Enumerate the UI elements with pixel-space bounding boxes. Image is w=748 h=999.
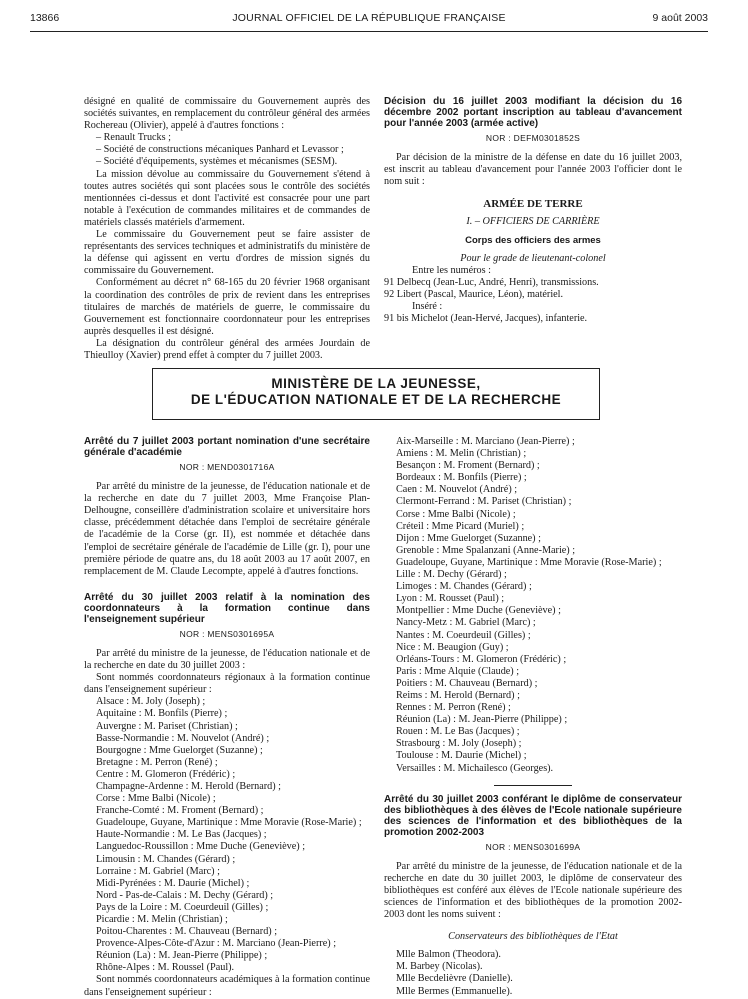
list-item: Haute-Normandie : M. Le Bas (Jacques) ; <box>96 829 267 841</box>
list-item: Nice : M. Beaugion (Guy) ; <box>396 641 509 653</box>
list-item: Strasbourg : M. Joly (Joseph) ; <box>396 738 522 750</box>
list-item: Créteil : Mme Picard (Muriel) ; <box>396 520 525 532</box>
list-item: Caen : M. Nouvelot (André) ; <box>396 484 518 496</box>
ministry-banner <box>152 368 600 420</box>
ministry-line-1: MINISTÈRE DE LA JEUNESSE, <box>271 376 481 391</box>
list-item: Mlle Balmon (Theodora). <box>396 949 501 961</box>
decree-title: Arrêté du 7 juillet 2003 portant nomination d'une secrétaire générale d'académie <box>84 436 370 458</box>
list-item: 91 Delbecq (Jean-Luc, André, Henri), transmissions. <box>384 276 599 288</box>
paragraph: La mission dévolue au commissaire du Gouvernement s'étend à toutes autres sociétés qui sont placées sous le contrôle des sociétés mentionnées ci-dessus et dont l'activité est consacrée pour une part notable à l'exécution de commandes militaires et de commandes de matériels classés matériels d'armement. <box>84 168 370 228</box>
paragraph: Sont nommés coordonnateurs académiques à la formation continue dans l'enseignement supérieur : <box>84 974 370 998</box>
list-item: Corse : Mme Balbi (Nicole) ; <box>396 508 516 520</box>
list-item: Champagne-Ardenne : M. Herold (Bernard) ; <box>96 780 282 792</box>
issue-date: 9 août 2003 <box>652 12 708 24</box>
list-item: M. Barbey (Nicolas). <box>396 961 483 973</box>
list-item: 92 Libert (Pascal, Maurice, Léon), matériel. <box>384 288 564 300</box>
bottom-left-column <box>84 436 370 999</box>
grade-heading: Pour le grade de lieutenant-colonel <box>460 252 606 264</box>
header-rule <box>30 31 708 32</box>
list-item: Limousin : M. Chandes (Gérard) ; <box>96 853 236 865</box>
list-item: Franche-Comté : M. Froment (Bernard) ; <box>96 805 264 817</box>
list-item: Reims : M. Herold (Bernard) ; <box>396 689 520 701</box>
list-item: Centre : M. Glomeron (Frédéric) ; <box>96 768 236 780</box>
decision-title: Décision du 16 juillet 2003 modifiant la décision du 16 décembre 2002 portant inscription au tableau d'avancement pour l'année 2003 (armée active) <box>384 96 682 129</box>
list-item: Bordeaux : M. Bonfils (Pierre) ; <box>396 472 527 484</box>
list-item: Nantes : M. Coeurdeuil (Gilles) ; <box>396 629 531 641</box>
list-item: Lyon : M. Rousset (Paul) ; <box>396 593 505 605</box>
corps-heading: Corps des officiers des armes <box>465 234 601 246</box>
list-item: Clermont-Ferrand : M. Pariset (Christian) ; <box>396 496 572 508</box>
page-number: 13866 <box>30 12 60 24</box>
list-item: Pays de la Loire : M. Coeurdeuil (Gilles) ; <box>96 901 269 913</box>
list-item: Rouen : M. Le Bas (Jacques) ; <box>396 726 520 738</box>
army-heading: ARMÉE DE TERRE <box>483 198 583 211</box>
list-item: Dijon : Mme Guelorget (Suzanne) ; <box>396 532 541 544</box>
list-item: Mlle Becdelièvre (Danielle). <box>396 973 513 985</box>
list-item: Guadeloupe, Guyane, Martinique : Mme Moravie (Rose-Marie) ; <box>396 556 662 568</box>
nor-reference: NOR : MENS0301699A <box>485 841 581 852</box>
list-item: Poitiers : M. Chauveau (Bernard) ; <box>396 677 538 689</box>
list-item: – Renault Trucks ; <box>96 132 171 144</box>
regional-coordinators-list <box>84 696 370 974</box>
paragraph: Le commissaire du Gouvernement peut se faire assister de représentants des services techniques et administratifs du ministère de la défense qui agissent en vertu d'ordres de mission signés du commissaire du Gouvernement. <box>84 229 370 277</box>
bottom-right-column <box>384 436 682 998</box>
top-right-column <box>384 96 682 325</box>
decree-title: Arrêté du 30 juillet 2003 relatif à la nomination des coordonnateurs à la formation continue dans l'enseignement supérieur <box>84 591 370 625</box>
list-item: Nord - Pas-de-Calais : M. Dechy (Gérard) ; <box>96 889 274 901</box>
list-item: Grenoble : Mme Spalanzani (Anne-Marie) ; <box>396 544 576 556</box>
list-item: Paris : Mme Alquie (Claude) ; <box>396 665 520 677</box>
list-item: Amiens : M. Melin (Christian) ; <box>396 448 527 460</box>
list-item: Alsace : M. Joly (Joseph) ; <box>96 696 206 708</box>
ministry-line-2: DE L'ÉDUCATION NATIONALE ET DE LA RECHERCHE <box>190 392 562 407</box>
list-item: – Société de constructions mécaniques Panhard et Levassor ; <box>96 144 344 156</box>
page-header <box>30 12 708 26</box>
entry-label: Entre les numéros : <box>412 264 491 276</box>
list-item: Languedoc-Roussillon : Mme Duche (Geneviève) ; <box>96 841 306 853</box>
list-item: Auvergne : M. Pariset (Christian) ; <box>96 720 238 732</box>
list-item: Réunion (La) : M. Jean-Pierre (Philippe) ; <box>396 714 568 726</box>
list-item: Guadeloupe, Guyane, Martinique : Mme Moravie (Rose-Marie) ; <box>96 817 362 829</box>
paragraph: Conformément au décret n° 68-165 du 20 février 1968 organisant la coordination des contrôles de prix de revient dans les entreprises titulaires de marchés de matériels de guerre, le commissaire du Gouvernement est fonctionnaire coordonnateur pour les entreprises auprès desquelles il est désigné. <box>84 277 370 337</box>
paragraph: Sont nommés coordonnateurs régionaux à la formation continue dans l'enseignement supérieur : <box>84 672 370 696</box>
paragraph: Par décision de la ministre de la défense en date du 16 juillet 2003, est inscrit au tableau d'avancement pour l'année 2003 l'officier dont le nom suit : <box>384 152 682 188</box>
nor-reference: NOR : DEFM0301852S <box>485 133 581 143</box>
decree-title: Arrêté du 30 juillet 2003 conférant le diplôme de conservateur des bibliothèques à des élèves de l'Ecole nationale supérieure des sciences de l'information et des bibliothèques de la promotion 2002-2003 <box>384 793 682 838</box>
separator <box>494 785 572 786</box>
list-item: Nancy-Metz : M. Gabriel (Marc) ; <box>396 617 536 629</box>
list-item: Toulouse : M. Daurie (Michel) ; <box>396 750 527 762</box>
list-item: Basse-Normandie : M. Nouvelot (André) ; <box>96 732 270 744</box>
list-item: Lille : M. Dechy (Gérard) ; <box>396 569 507 581</box>
list-item: Provence-Alpes-Côte-d'Azur : M. Marciano (Jean-Pierre) ; <box>96 938 337 950</box>
list-item: Lorraine : M. Gabriel (Marc) ; <box>96 865 220 877</box>
list-item: Mlle Bermes (Emmanuelle). <box>396 985 513 997</box>
list-item: Poitou-Charentes : M. Chauveau (Bernard) ; <box>96 926 278 938</box>
list-item: Corse : Mme Balbi (Nicole) ; <box>96 793 216 805</box>
list-item: Versailles : M. Michailesco (Georges). <box>396 762 554 774</box>
nor-reference: NOR : MENS0301695A <box>179 628 275 639</box>
paragraph: désigné en qualité de commissaire du Gouvernement auprès des sociétés suivantes, en remplacement du contrôleur général des armées Rochereau (Olivier), appelé à d'autres fonctions : <box>84 96 370 132</box>
list-item: Aix-Marseille : M. Marciano (Jean-Pierre) ; <box>396 436 575 447</box>
list-item: Rhône-Alpes : M. Roussel (Paul). <box>96 962 235 974</box>
list-item: Réunion (La) : M. Jean-Pierre (Philippe) ; <box>96 950 268 962</box>
list-item: Rennes : M. Perron (René) ; <box>396 702 511 714</box>
list-item: Montpellier : Mme Duche (Geneviève) ; <box>396 605 561 617</box>
list-item: Limoges : M. Chandes (Gérard) ; <box>396 581 532 593</box>
top-left-column <box>84 96 370 362</box>
list-item: Bretagne : M. Perron (René) ; <box>96 756 218 768</box>
subheading: Conservateurs des bibliothèques de l'Etat <box>448 931 618 943</box>
list-item: Picardie : M. Melin (Christian) ; <box>96 914 228 925</box>
paragraph: Par arrêté du ministre de la jeunesse, de l'éducation nationale et de la recherche en date du 30 juillet 2003, le diplôme de conservateur des bibliothèques est conféré aux élèves de l'Ecole nationale supérieure des sciences de l'information et des bibliothèques de la promotion 2002-2003 dont les noms suivent : <box>384 860 682 921</box>
list-item: Besançon : M. Froment (Bernard) ; <box>396 460 540 472</box>
nor-reference: NOR : MEND0301716A <box>179 462 275 472</box>
entry-label: Inséré : <box>412 301 443 313</box>
academic-coordinators-list <box>384 436 682 775</box>
list-item: – Société d'équipements, systèmes et mécanismes (SESM). <box>96 156 338 168</box>
paragraph: Par arrêté du ministre de la jeunesse, de l'éducation nationale et de la recherche en date du 7 juillet 2003, Mme Françoise Plan-Delhougne, conseillère d'administration scolaire et universitaire hors classe, précédemment détachée dans l'emploi de secrétaire générale de l'académie de la Corse (gr. II), est nommée et détachée dans l'emploi de secrétaire générale de l'académie de Lille (gr. I), pour une première période de quatre ans, du 18 août 2003 au 17 août 2007, en remplacement de M. Claude Lecompte, appelé à d'autres fonctions. <box>84 481 370 577</box>
list-item: 91 bis Michelot (Jean-Hervé, Jacques), infanterie. <box>384 313 588 325</box>
list-item: Orléans-Tours : M. Glomeron (Frédéric) ; <box>396 653 567 665</box>
graduates-list <box>384 949 682 997</box>
list-item: Aquitaine : M. Bonfils (Pierre) ; <box>96 708 228 720</box>
list-item: Bourgogne : Mme Guelorget (Suzanne) ; <box>96 744 263 756</box>
section-heading: I. – OFFICIERS DE CARRIÈRE <box>466 216 600 228</box>
paragraph: La désignation du contrôleur général des armées Jourdain de Thieulloy (Xavier) prend effet à compter du 7 juillet 2003. <box>84 337 370 361</box>
paragraph: Par arrêté du ministre de la jeunesse, de l'éducation nationale et de la recherche en date du 30 juillet 2003 : <box>84 647 370 672</box>
list-item: Midi-Pyrénées : M. Daurie (Michel) ; <box>96 877 250 889</box>
journal-title: JOURNAL OFFICIEL DE LA RÉPUBLIQUE FRANÇAISE <box>232 12 506 24</box>
